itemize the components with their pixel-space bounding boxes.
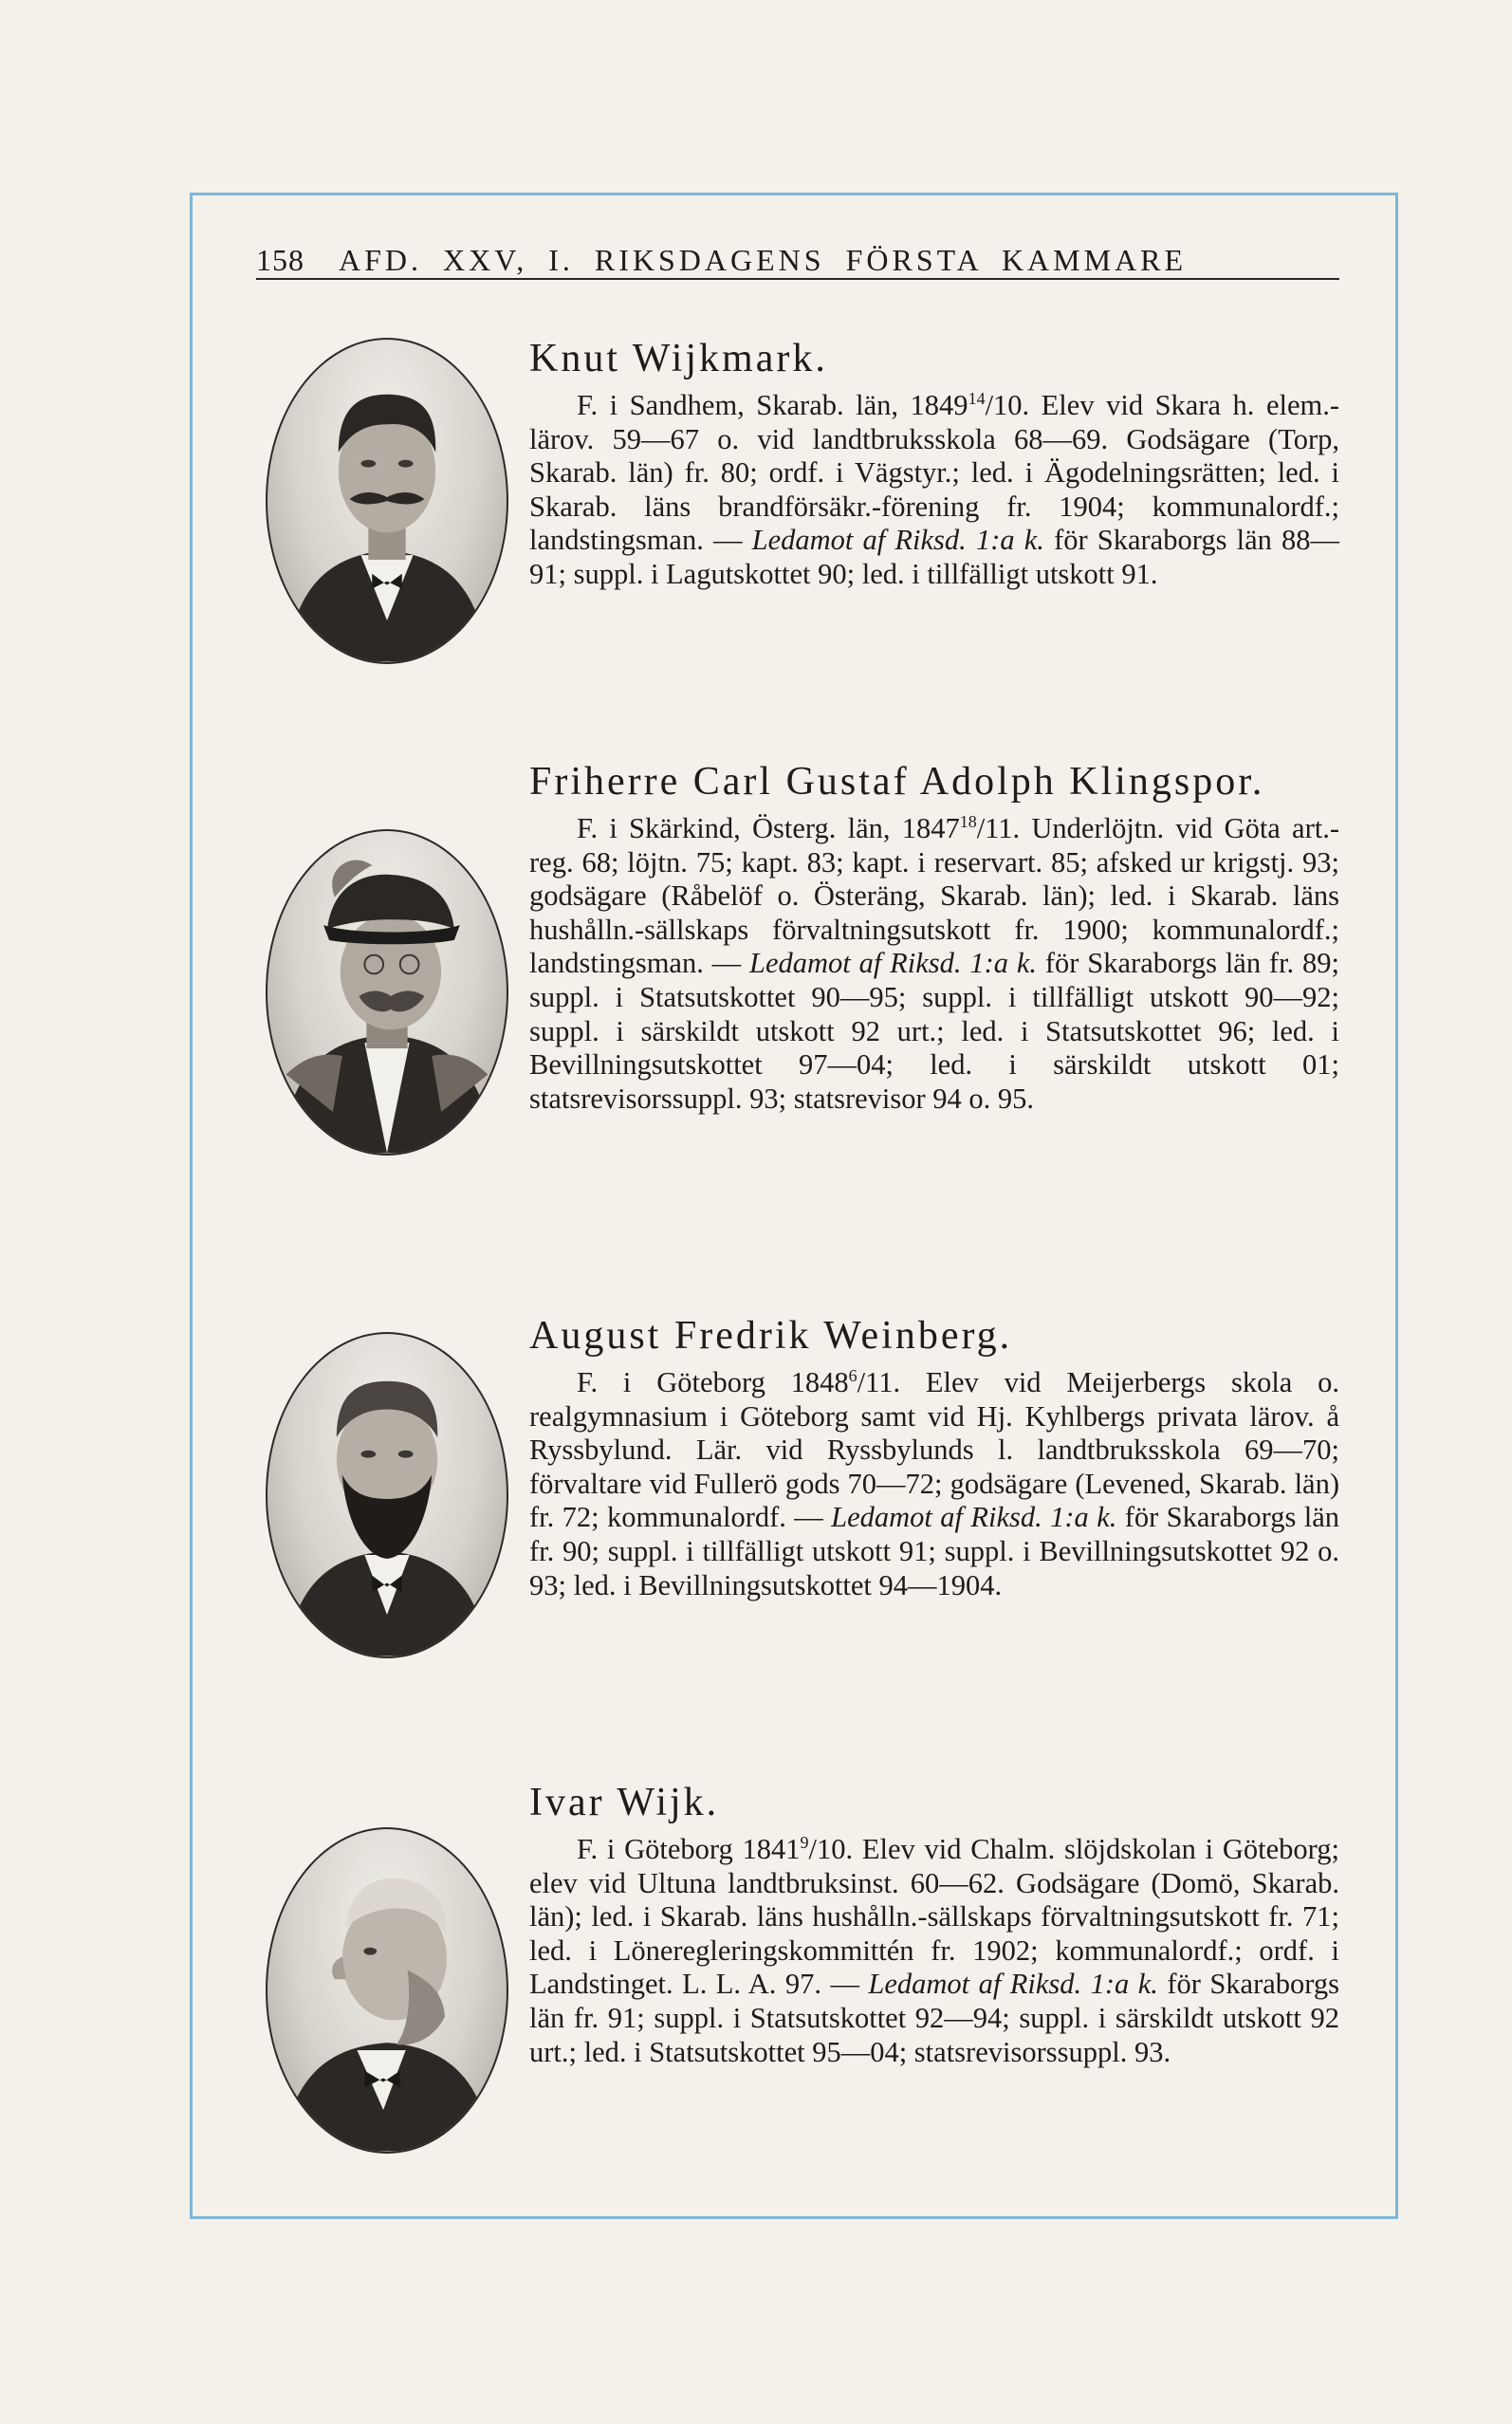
person-name: August Fredrik Weinberg. xyxy=(529,1314,1013,1358)
portrait-photo xyxy=(266,1332,508,1658)
date-superscript: 18 xyxy=(959,811,977,831)
portrait-photo xyxy=(266,338,508,664)
portrait-photo xyxy=(266,829,508,1156)
bio-part: för Skaraborgs län fr. 90; suppl. i tillfälligt utskott 91; suppl. i Bevillningsutskottet 92 o. 93; led. i Bevillningsutskottet 94—1904. xyxy=(529,1501,1339,1601)
bio-italic: Ledamot af Riksd. 1:a k. xyxy=(831,1501,1117,1534)
running-header xyxy=(256,229,1339,280)
entry-text xyxy=(529,334,1339,592)
biography-text xyxy=(529,1366,1339,1602)
bio-part: /10. Elev vid Skara h. elem.-lärov. 59—67 o. vid landtbruksskola 68—69. Godsägare (Torp, Skarab. län) fr. 80; ordf. i Vägstyr.; led. i Ägodelningsrätten; led. i Skarab. läns brandförsäkr.-förening fr. 1904; kommunalordf.; landstingsman. — xyxy=(529,389,1339,557)
bio-italic: Ledamot af Riksd. 1:a k. xyxy=(868,1968,1158,2001)
entry-text xyxy=(529,1778,1339,2069)
person-name: Friherre Carl Gustaf Adolph Klingspor. xyxy=(529,760,1265,804)
bio-part: för Skaraborgs län fr. 89; suppl. i Statsutskottet 90—95; suppl. i tillfälligt utskott 90—92; suppl. i särskildt utskott 92 urt.; led. i Statsutskottet 96; led. i Bevillningsutskottet 97—04; led. i särskildt utskott 01; statsrevisorssuppl. 93; statsrevisor 94 o. 95. xyxy=(529,947,1339,1115)
date-superscript: 9 xyxy=(800,1832,809,1852)
bio-part: F. i Göteborg 1848 xyxy=(577,1366,849,1398)
bio-part: /10. Elev vid Chalm. slöjdskolan i Göteborg; elev vid Ultuna landtbruksinst. 60—62. Godsägare (Domö, Skarab. län); led. i Skarab. läns hushålln.-sällskaps förvaltningsutskott fr. 71; led. i Löneregleringskommittén fr. 1902; kommunalordf.; ordf. i Landstinget. L. L. A. 97. — xyxy=(529,1833,1339,2001)
entry-text xyxy=(529,757,1339,1116)
bio-italic: Ledamot af Riksd. 1:a k. xyxy=(749,947,1038,980)
bio-part: F. i Skärkind, Österg. län, 1847 xyxy=(577,812,960,844)
bio-italic: Ledamot af Riksd. 1:a k. xyxy=(751,524,1044,557)
page-number: 158 xyxy=(256,243,304,277)
bio-part: /11. Underlöjtn. vid Göta art.-reg. 68; löjtn. 75; kapt. 83; kapt. i reservart. 85; afsked ur krigstj. 93; godsägare (Råbelöf o. Österäng, Skarab. län); led. i Skarab. läns hushålln.-sällskaps förvaltningsutskott fr. 1900; kommunalordf.; landstingsman. — xyxy=(529,812,1339,980)
bio-part: /11. Elev vid Meijerbergs skola o. realgymnasium i Göteborg samt vid Hj. Kyhlbergs privata lärov. å Ryssbylund. Lär. vid Ryssbylunds l. landtbruksskola 69—70; förvaltare vid Fullerö gods 70—72; godsägare (Levened, Skarab. län) fr. 72; kommunalordf. — xyxy=(529,1366,1339,1534)
person-name: Ivar Wijk. xyxy=(529,1781,720,1824)
portrait-figure-icon xyxy=(267,831,507,1154)
running-title: AFD. XXV, I. RIKSDAGENS FÖRSTA KAMMARE xyxy=(339,243,1188,277)
portrait-figure-icon xyxy=(267,1334,507,1656)
portrait-figure-icon xyxy=(267,340,507,662)
portrait-figure-icon xyxy=(267,1829,507,2152)
bio-part: F. i Göteborg 1841 xyxy=(577,1833,801,1865)
date-superscript: 6 xyxy=(848,1365,857,1385)
biography-text xyxy=(529,812,1339,1116)
date-superscript: 14 xyxy=(968,388,986,408)
person-name: Knut Wijkmark. xyxy=(529,337,828,380)
bio-part: F. i Sandhem, Skarab. län, 1849 xyxy=(577,389,968,421)
portrait-photo xyxy=(266,1827,508,2154)
bio-part: för Skaraborgs län fr. 91; suppl. i Statsutskottet 92—94; suppl. i särskildt utskott 92 urt.; led. i Statsutskottet 95—04; statsrevisorssuppl. 93. xyxy=(529,1968,1339,2068)
bio-part: för Skaraborgs län 88—91; suppl. i Lagutskottet 90; led. i tillfälligt utskott 91. xyxy=(529,524,1340,590)
entry-text xyxy=(529,1311,1339,1602)
biography-text xyxy=(529,389,1339,592)
biography-text xyxy=(529,1833,1339,2069)
